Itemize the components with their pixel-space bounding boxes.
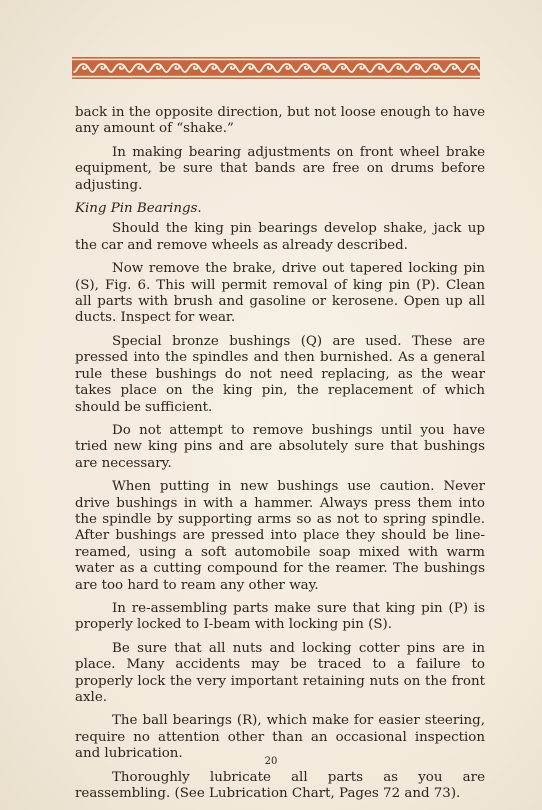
paragraph: When putting in new bushings use caution. Never drive bushings in with a hammer. Always press them into the spindle by supporting arms so as not to spring spindle. After bushings are pressed into place they should be line-reamed, using a soft automobile soap mixed with warm water as a cutting compound for the reamer. The bushings are too hard to ream any other way.: [75, 479, 485, 593]
paragraph: back in the opposite direction, but not loose enough to have any amount of “shake.”: [75, 105, 485, 137]
page-number: 20: [264, 756, 278, 767]
paragraph: Be sure that all nuts and locking cotter pins are in place. Many accidents may be traced to a failure to properly lock the very important retaining nuts on the front axle.: [75, 640, 485, 705]
paragraph: The ball bearings (R), which make for easier steering, require no attention other than an occasional inspection and lubrication.: [75, 713, 485, 762]
paragraph: Now remove the brake, drive out tapered locking pin (S), Fig. 6. This will permit removal of king pin (P). Clean all parts with brush and gasoline or kerosene. Open up all ducts. Inspect for wear.: [75, 261, 485, 326]
paragraph: Thoroughly lubricate all parts as you are reassembling. (See Lubrication Chart, Pages 72 and 73).: [75, 769, 485, 802]
paragraph: In making bearing adjustments on front wheel brake equipment, be sure that bands are free on drums before adjusting.: [75, 144, 485, 193]
paragraph: In re-assembling parts make sure that king pin (P) is properly locked to I-beam with locking pin (S).: [75, 600, 485, 633]
section-heading: King Pin Bearings.: [75, 201, 202, 217]
paragraph: Should the king pin bearings develop shake, jack up the car and remove wheels as already described.: [75, 221, 485, 253]
paragraph: Do not attempt to remove bushings until you have tried new king pins and are absolutely sure that bushings are necessary.: [75, 422, 485, 471]
paragraph: Special bronze bushings (Q) are used. These are pressed into the spindles and then burnished. As a general rule these bushings do not need replacing, as the wear takes place on the king pin, the replacement of which should be sufficient.: [75, 333, 485, 415]
decorative-wave-border: [72, 57, 480, 79]
body-text: [75, 105, 485, 809]
